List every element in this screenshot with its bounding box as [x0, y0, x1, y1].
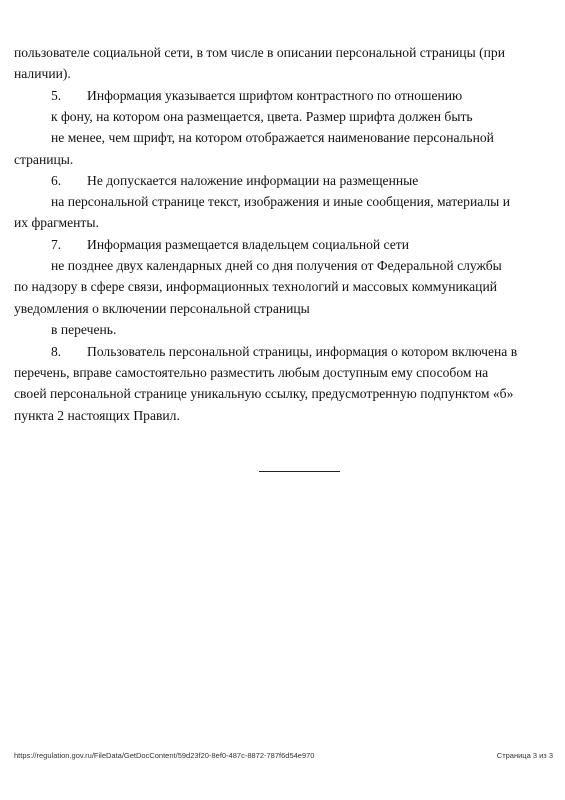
item-number: 8. — [51, 344, 62, 359]
text-line-9: их фрагменты. — [14, 215, 99, 230]
text-line-6: страницы. — [14, 152, 74, 167]
item-number: 6. — [51, 173, 62, 188]
text-line-5: не менее, чем шрифт, на котором отображается наименование персональной — [51, 130, 494, 145]
text-line-13: уведомления о включении персональной страницы — [14, 301, 310, 316]
item-number: 7. — [51, 237, 62, 252]
footer-url: https://regulation.gov.ru/FileData/GetDocContent/59d23f20-8ef0-487c-8872-787f6d54e970 — [14, 751, 315, 760]
text-line-12: по надзору в сфере связи, информационных технологий и массовых коммуникаций — [14, 279, 498, 294]
text-line-17: своей персональной странице уникальную ссылку, предусмотренную подпунктом «б» — [14, 386, 514, 401]
text-line-14: в перечень. — [51, 322, 117, 337]
item-7-first-line: 7. Информация размещается владельцем социальной сети — [51, 237, 410, 252]
separator-line — [259, 471, 340, 472]
text-line-4: к фону, на котором она размещается, цвета. Размер шрифта должен быть — [51, 109, 473, 124]
text-line-1: пользователе социальной сети, в том числе в описании персональной страницы (при — [14, 45, 505, 60]
item-6-first-line: 6. Не допускается наложение информации на размещенные — [51, 173, 419, 188]
item-5-first-line: 5. Информация указывается шрифтом контрастного по отношению — [51, 88, 463, 103]
text-line-16: перечень, вправе самостоятельно разместить любым доступным ему способом на — [14, 365, 489, 380]
text-line-11: не позднее двух календарных дней со дня получения от Федеральной службы — [51, 258, 502, 273]
item-8-first-line: 8. Пользователь персональной страницы, информация о котором включена в — [51, 344, 518, 359]
footer-page-number: Страница 3 из 3 — [496, 751, 553, 760]
text-line-8: на персональной странице текст, изображения и иные сообщения, материалы и — [51, 194, 510, 209]
item-number: 5. — [51, 88, 62, 103]
text-line-2: наличии). — [14, 66, 71, 81]
text-line-18: пункта 2 настоящих Правил. — [14, 408, 180, 423]
